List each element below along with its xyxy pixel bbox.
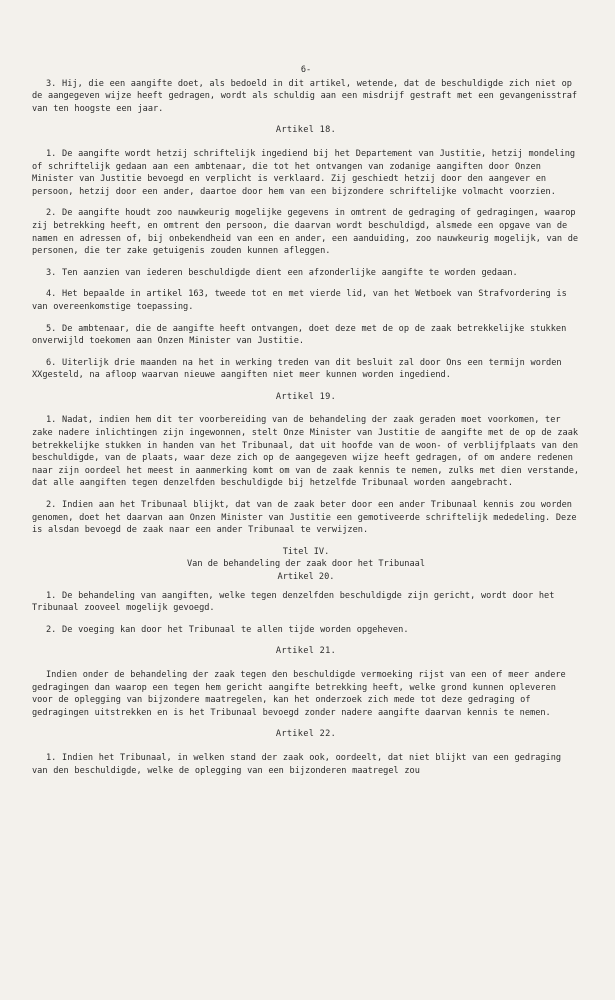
paragraph-number: 2.: [46, 208, 57, 219]
paragraph: [32, 207, 580, 257]
paragraph-text: Indien onder de behandeling der zaak tegen den beschuldigde vermoeking rijst van een of meer andere gedragingen dan waarop een tegen hem gericht aangifte betrekking heeft, welke grond kunnen opleveren voor de oplegging van bijzondere maatregelen, kan het onderzoek zich mede tot deze gedraging of gedragingen uitstrekken en is het Tribunaal bevoegd zonder nadere aangifte daarvan kennis te nemen.: [32, 669, 566, 718]
paragraph-text: De aangifte houdt zoo nauwkeurig mogelijke gegevens in omtrent de gedraging of gedragingen, waarop zij betrekking heeft, en omtrent den persoon, die daarvan wordt beschuldigd, alsmede een opgave van de namen en adressen of, bij onbekendheid van een en ander, een aanduiding, zoo nauwkeurig mogelijk, van de personen, die ter zake getuigenis zouden kunnen afleggen.: [32, 208, 579, 257]
paragraph-number: 1.: [46, 415, 57, 426]
paragraph: [32, 148, 580, 198]
article-heading: Artikel 18.: [275, 125, 337, 136]
paragraph-number: 5.: [46, 323, 57, 334]
paragraph-number: 1.: [46, 752, 57, 763]
paragraph: [32, 78, 580, 116]
title-block: [32, 546, 580, 584]
paragraph-number: 4.: [46, 289, 57, 300]
paragraph-number: 1.: [46, 590, 57, 601]
paragraph-text: Uiterlijk drie maanden na het in werking treden van dit besluit zal door Ons een termijn worden XXgesteld, na afloop waarvan nieuwe aangiften niet meer kunnen worden ingediend.: [32, 357, 562, 381]
paragraph-text: Hij, die een aangifte doet, als bedoeld in dit artikel, wetende, dat de beschuldigde zich niet op de aangegeven wijze heeft gedragen, wordt als schuldig aan een misdrijf gestraft met een gevangenisstraf van ten hoogste een jaar.: [32, 78, 578, 114]
paragraph: [32, 669, 580, 719]
paragraph: [32, 624, 580, 637]
paragraph: [32, 323, 580, 348]
paragraph-text: Ten aanzien van iederen beschuldigde dient een afzonderlijke aangifte te worden gedaan.: [62, 267, 518, 278]
paragraph-text: Indien het Tribunaal, in welken stand der zaak ook, oordeelt, dat niet blijkt van een gedraging van den beschuldigde, welke de oplegging van een bijzonderen maatregel zou: [32, 752, 562, 776]
paragraph-text: De behandeling van aangiften, welke tegen denzelfden beschuldigde zijn gericht, wordt door het Tribunaal zooveel mogelijk gevoegd.: [32, 590, 555, 614]
paragraph-text: Indien aan het Tribunaal blijkt, dat van de zaak beter door een ander Tribunaal kennis zou worden genomen, doet het daarvan aan Onzen Minister van Justitie een gemotiveerde schriftelijk mededeling. Deze is alsdan bevoegd de zaak naar een ander Tribunaal te verwijzen.: [32, 500, 577, 536]
paragraph: [32, 288, 580, 313]
paragraph-number: 3.: [46, 78, 57, 89]
paragraph: [32, 499, 580, 537]
paragraph-text: Het bepaalde in artikel 163, tweede tot en met vierde lid, van het Wetboek van Strafvordering is van overeenkomstige toepassing.: [32, 289, 567, 312]
paragraph-number: 6.: [46, 357, 57, 368]
title-line: Van de behandeling der zaak door het Tribunaal: [187, 559, 425, 570]
paragraph-text: Nadat, indien hem dit ter voorbereiding van de behandeling der zaak geraden moet voorkomen, ter zake nadere inlichtingen zijn ingewonnen, stelt Onze Minister van Justitie de aangifte met de op de zaak betrekkelijke stukken in handen van het Tribunaal, dat uit hoofde van de woon- of verblijfplaats van den beschuldigde, van de plaats, waar deze zich op de aangegeven wijze heeft gedragen, of om andere redenen naar zijn oordeel het meest in aanmerking komt om van de zaak kennis te nemen, zulks met dien verstande, dat alle aangiften tegen denzelfden beschuldigde bij hetzelfde Tribunaal worden aangebracht.: [32, 415, 580, 489]
title-line: Artikel 20.: [277, 572, 335, 582]
paragraph: [32, 357, 580, 382]
article-heading: Artikel 21.: [275, 646, 337, 657]
paragraph-text: De voeging kan door het Tribunaal te allen tijde worden opgeheven.: [62, 624, 409, 635]
paragraph: [32, 752, 580, 777]
paragraph-number: 1.: [46, 148, 57, 159]
paragraph-number: 2.: [46, 500, 57, 511]
article-heading: Artikel 19.: [275, 391, 337, 402]
paragraph: [32, 267, 580, 280]
document-body: [32, 64, 580, 786]
paragraph: [32, 590, 580, 615]
title-line: Titel IV.: [282, 546, 330, 557]
page-number: 6-: [300, 65, 312, 75]
article-heading: Artikel 22.: [275, 729, 337, 740]
paragraph-number: 2.: [46, 624, 57, 635]
paragraph-number: 3.: [46, 267, 57, 278]
paragraph-text: De aangifte wordt hetzij schriftelijk ingediend bij het Departement van Justitie, hetzij mondeling of schriftelijk gedaan aan een ambtenaar, die tot het ontvangen van zodanige aangiften door Onzen Minister van Justitie bevoegd en verplicht is verklaard. Zij geschiedt hetzij door den aangever en persoon, hetzij door een ander, daartoe door hem van een bijzondere schriftelijke volmacht voorzien.: [32, 148, 576, 197]
paragraph-text: De ambtenaar, die de aangifte heeft ontvangen, doet deze met de op de zaak betrekkelijke stukken onverwijld toekomen aan Onzen Minister van Justitie.: [32, 323, 567, 347]
paragraph: [32, 414, 580, 490]
